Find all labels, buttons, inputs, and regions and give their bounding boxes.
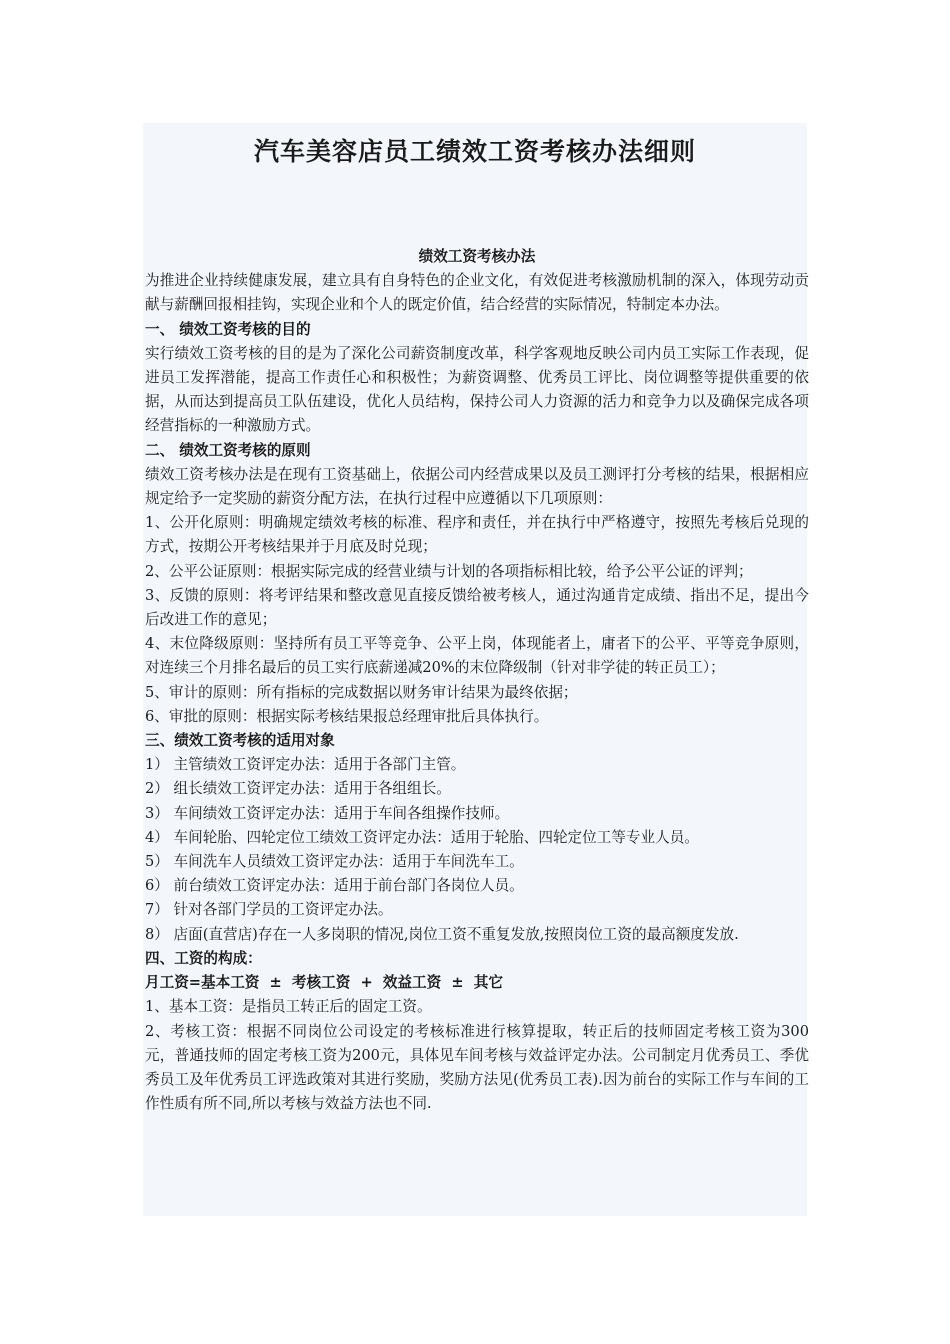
scope-item: 7） 针对各部门学员的工资评定办法。 [145,901,393,919]
salary-item: 1、基本工资：是指员工转正后的固定工资。 [145,998,432,1016]
principle-item: 4、末位降级原则：坚持所有员工平等竞争、公平上岗，体现能者上，庸者下的公平、平等竞争原则，对连续三个月排名最后的员工实行底薪递减20%的末位降级制（针对非学徒的转正员工）； [145,635,809,677]
section-heading-principles: 二、 绩效工资考核的原则 [145,441,311,459]
section-heading-purpose: 一、 绩效工资考核的目的 [145,320,311,338]
principle-item: 5、审计的原则：所有指标的完成数据以财务审计结果为最终依据； [145,683,578,701]
scope-item: 3） 车间绩效工资评定办法：适用于车间各组操作技师。 [145,804,510,822]
document-title: 汽车美容店员工绩效工资考核办法细则 [253,137,696,166]
principle-item: 1、公开化原则：明确规定绩效考核的标准、程序和责任，并在执行中严格遵守，按照先考核后兑现的方式，按期公开考核结果并于月底及时兑现； [145,514,809,556]
scope-item: 2） 组长绩效工资评定办法：适用于各组组长。 [145,780,451,798]
principle-item: 6、审批的原则：根据实际考核结果报总经理审批后具体执行。 [145,707,549,725]
paragraph: 绩效工资考核办法是在现有工资基础上，依据公司内经营成果以及员工测评打分考核的结果，根据相应规定给予一定奖励的薪资分配方法，在执行过程中应遵循以下几项原则： [145,465,809,508]
intro-paragraph: 为推进企业持续健康发展，建立具有自身特色的企业文化，有效促进考核激励机制的深入，体现劳动贡献与薪酬回报相挂钩，实现企业和个人的既定价值，结合经营的实际情况，特制定本办法。 [145,272,809,314]
scope-item: 8） 店面(直营店)存在一人多岗职的情况,岗位工资不重复发放,按照岗位工资的最高额度发放. [145,925,739,943]
section-subtitle: 绩效工资考核办法 [418,248,536,265]
scope-item: 4） 车间轮胎、四轮定位工绩效工资评定办法：适用于轮胎、四轮定位工等专业人员。 [145,828,699,846]
principle-item: 3、反馈的原则：将考评结果和整改意见直接反馈给被考核人，通过沟通肯定成绩、指出不足，提出今后改进工作的意见； [145,586,809,629]
scope-item: 1） 主管绩效工资评定办法：适用于各部门主管。 [145,756,466,774]
section-heading-salary-structure: 四、工资的构成： [145,949,262,967]
salary-formula: 月工资=基本工资 ± 考核工资 + 效益工资 ± 其它 [145,974,503,992]
scope-item: 6） 前台绩效工资评定办法：适用于前台部门各岗位人员。 [145,877,524,895]
paragraph: 实行绩效工资考核的目的是为了深化公司薪资制度改革，科学客观地反映公司内员工实际工作表现，促进员工发挥潜能，提高工作责任心和积极性；为薪资调整、优秀员工评比、岗位调整等提供重要的依据，从而达到提高员工队伍建设，优化人员结构，保持公司人力资源的活力和竞争力以及确保完成各项经营指标的一种激励方式。 [145,344,809,435]
principle-item: 2、公平公证原则：根据实际完成的经营业绩与计划的各项指标相比较，给予公平公证的评判； [145,562,753,580]
section-heading-scope: 三、绩效工资考核的适用对象 [145,732,335,750]
document-body [145,245,809,1116]
salary-item: 2、考核工资：根据不同岗位公司设定的考核标准进行核算提取，转正后的技师固定考核工资为300元，普通技师的固定考核工资为200元，具体见车间考核与效益评定办法。公司制定月优秀员工、季优秀员工及年优秀员工评选政策对其进行奖励，奖励方法见(优秀员工表).因为前台的实际工作与车间的工作性质有所不同,所以考核与效益方法也不同. [145,1022,809,1113]
scope-item: 5） 车间洗车人员绩效工资评定办法：适用于车间洗车工。 [145,853,524,871]
